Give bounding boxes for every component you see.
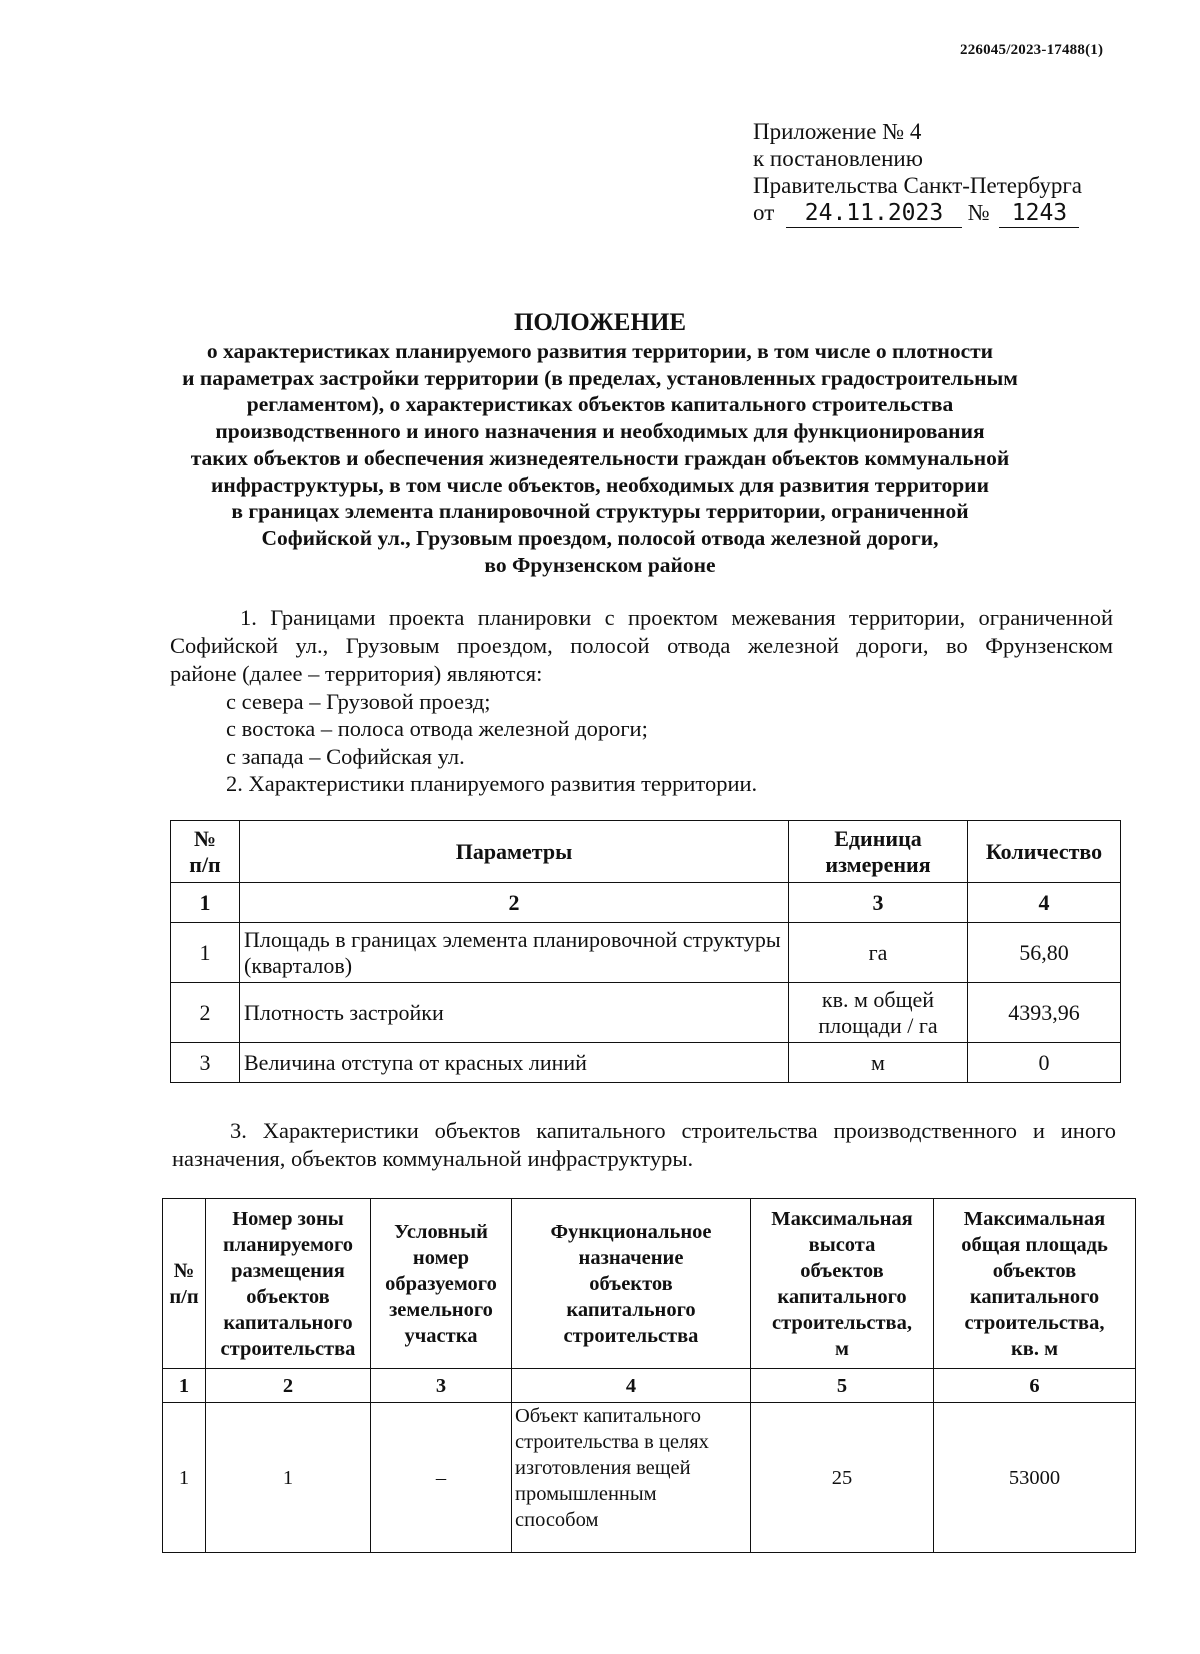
col-number: 3 <box>371 1369 512 1403</box>
section3-line-2: назначения, объектов коммунальной инфраструктуры. <box>172 1146 694 1171</box>
capital-construction-table <box>162 1198 1136 1553</box>
row-zone: 1 <box>206 1403 371 1553</box>
number-label: № <box>967 200 990 225</box>
document-title <box>150 308 1050 578</box>
row-unit: м <box>789 1043 968 1083</box>
title-line: производственного и иного назначения и необходимых для функционирования <box>215 419 985 444</box>
row-plot: – <box>371 1403 512 1553</box>
col-header-purpose: Функциональное назначение объектов капитального строительства <box>512 1199 751 1369</box>
title-line: о характеристиках планируемого развития территории, в том числе о плотности <box>206 339 994 363</box>
row-max-height: 25 <box>751 1403 934 1553</box>
row-number: 1 <box>171 923 240 983</box>
col-number: 2 <box>240 883 789 923</box>
section3-line-1: 3. Характеристики объектов капитального строительства производственного и иного <box>230 1118 1116 1143</box>
row-quantity: 0 <box>968 1043 1121 1083</box>
row-unit: кв. м общей площади / га <box>789 983 968 1043</box>
title-line: Софийской ул., Грузовым проездом, полосой отвода железной дороги, <box>261 525 939 550</box>
title-line: инфраструктуры, в том числе объектов, необходимых для развития территории <box>211 472 989 497</box>
col-number: 6 <box>934 1369 1136 1403</box>
row-parameter: Плотность застройки <box>240 983 789 1043</box>
row-max-area: 53000 <box>934 1403 1136 1553</box>
resolution-number: 1243 <box>999 200 1079 228</box>
table-header-row <box>171 821 1121 883</box>
appendix-line-3: Правительства Санкт-Петербурга <box>753 173 1082 198</box>
table-row <box>171 983 1121 1043</box>
row-unit: га <box>789 923 968 983</box>
row-parameter: Величина отступа от красных линий <box>240 1043 789 1083</box>
col-number: 1 <box>171 883 240 923</box>
section2-heading: 2. Характеристики планируемого развития территории. <box>226 771 758 796</box>
col-header-number: № п/п <box>171 821 240 883</box>
appendix-date-line <box>753 199 1082 228</box>
col-number: 4 <box>512 1369 751 1403</box>
col-header-plot: Условный номер образуемого земельного участка <box>371 1199 512 1369</box>
col-number: 4 <box>968 883 1121 923</box>
title-line: регламентом), о характеристиках объектов капитального строительства <box>246 392 954 417</box>
row-quantity: 4393,96 <box>968 983 1121 1043</box>
row-quantity: 56,80 <box>968 923 1121 983</box>
from-label: от <box>753 200 775 225</box>
table-row <box>171 923 1121 983</box>
row-number: 2 <box>171 983 240 1043</box>
boundary-west: с запада – Софийская ул. <box>226 744 465 769</box>
col-number: 1 <box>163 1369 206 1403</box>
title-line: во Фрунзенском районе <box>484 552 716 577</box>
row-parameter: Площадь в границах элемента планировочной структуры (кварталов) <box>240 923 789 983</box>
boundary-east: с востока – полоса отвода железной дороги; <box>226 716 648 741</box>
row-number: 3 <box>171 1043 240 1083</box>
col-number: 2 <box>206 1369 371 1403</box>
row-purpose: Объект капитального строительства в целях изготовления вещей промышленным способом <box>512 1403 751 1553</box>
col-header-parameters: Параметры <box>240 821 789 883</box>
col-number: 5 <box>751 1369 934 1403</box>
appendix-line-1: Приложение № 4 <box>753 119 922 144</box>
title-subtitle <box>150 338 1050 578</box>
territory-characteristics-table <box>170 820 1121 1083</box>
col-header-number: № п/п <box>163 1199 206 1369</box>
col-header-max-area: Максимальная общая площадь объектов капитального строительства, кв. м <box>934 1199 1136 1369</box>
col-header-unit: Единица измерения <box>789 821 968 883</box>
col-header-zone: Номер зоны планируемого размещения объектов капитального строительства <box>206 1199 371 1369</box>
section1-line-2: Софийской ул., Грузовым проездом, полосой отвода железной дороги, во Фрунзенском <box>170 633 1113 658</box>
section1-line-3: районе (далее – территория) являются: <box>170 661 543 686</box>
column-number-row <box>163 1369 1136 1403</box>
table-row <box>163 1403 1136 1553</box>
col-header-max-height: Максимальная высота объектов капитального строительства, м <box>751 1199 934 1369</box>
document-code: 226045/2023-17488(1) <box>960 42 1104 58</box>
title-main: ПОЛОЖЕНИЕ <box>513 309 687 336</box>
title-line: в границах элемента планировочной структуры территории, ограниченной <box>231 499 969 524</box>
appendix-block <box>753 118 1082 228</box>
title-line: и параметрах застройки территории (в пределах, установленных градостроительным <box>182 365 1018 390</box>
table-row <box>171 1043 1121 1083</box>
section1-line-1: 1. Границами проекта планировки с проектом межевания территории, ограниченной <box>240 605 1113 630</box>
appendix-line-2: к постановлению <box>753 146 923 171</box>
col-header-quantity: Количество <box>968 821 1121 883</box>
title-line: таких объектов и обеспечения жизнедеятельности граждан объектов коммунальной <box>190 445 1010 470</box>
col-number: 3 <box>789 883 968 923</box>
resolution-date: 24.11.2023 <box>786 200 962 228</box>
row-number: 1 <box>163 1403 206 1553</box>
boundary-north: с севера – Грузовой проезд; <box>226 689 491 714</box>
column-number-row <box>171 883 1121 923</box>
table-header-row <box>163 1199 1136 1369</box>
